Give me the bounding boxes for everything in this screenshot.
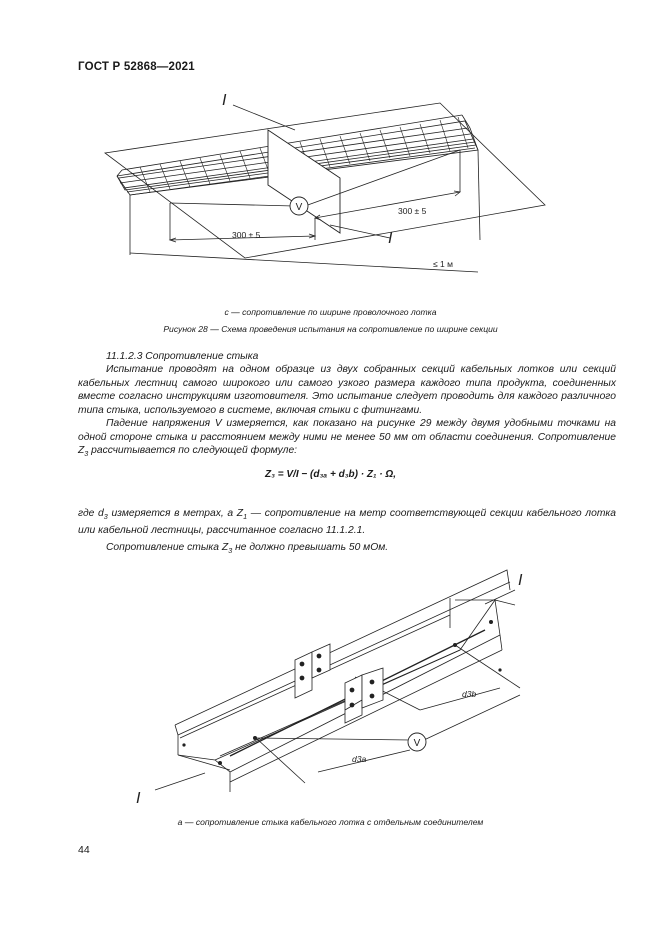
label-i-right: I xyxy=(518,572,523,589)
caption-c: с — сопротивление по ширине проволочного лотка xyxy=(224,307,437,317)
figure-wire-tray xyxy=(0,0,661,300)
figure-28-caption: Рисунок 28 — Схема проведения испытания на сопротивление по ширине секции xyxy=(163,324,498,334)
paragraph-where: где $d_3$ измеряется в метрах, а $Z_1$ — сопротивление на метр соответствующей секции кабельного лотка или кабельной лестницы, рассчитанное согласно 11.1.2.1. xyxy=(78,508,616,536)
joint-connector-far xyxy=(295,644,330,698)
dim-left: 300 ± 5 xyxy=(232,230,261,240)
paragraph-test-procedure: Испытание проводят на одном образце из двух собранных секций кабельных лотков или секций кабельных лестниц самого широкого или самого узкого размера каждого типа продукта, соединенных вместе согласно инструкциям изготовителя. Это испытание следует проводить для каждого различного типа стыка, используемого в системе, включая стыки с фитингами. xyxy=(78,364,616,416)
dim-d3b: d3b xyxy=(462,689,477,699)
caption-a: а — сопротивление стыка кабельного лотка с отдельным соединителем xyxy=(177,817,484,827)
dim-length: ≤ 1 м xyxy=(433,259,453,269)
label-i-mid: I xyxy=(388,230,393,247)
document-code: ГОСТ Р 52868—2021 xyxy=(78,61,195,73)
paragraph-limit: Сопротивление стыка $Z_3$ не должно превышать 50 мОм. xyxy=(106,542,389,556)
voltmeter-bottom-label: V xyxy=(413,738,421,749)
label-i-left: I xyxy=(136,790,141,807)
page-number: 44 xyxy=(78,844,90,856)
dim-right: 300 ± 5 xyxy=(398,206,427,216)
section-heading: 11.1.2.3 Сопротивление стыка xyxy=(106,351,259,362)
voltmeter-top-label: V xyxy=(295,202,303,213)
resistance-formula: Z₃ = V/I − (d₃ₐ + d₃b) · Z₁ · Ω, xyxy=(264,469,396,480)
dim-d3a: d3a xyxy=(352,754,367,764)
joint-connector-near xyxy=(345,668,383,723)
label-i-top: I xyxy=(222,92,227,109)
figure-cable-tray-joint xyxy=(0,560,661,810)
paragraph-voltage-drop: Падение напряжения V измеряется, как показано на рисунке 29 между двумя удобными точками на одной стороне стыка и расстоянием между ними не менее 50 мм от области соединения. Сопротивление $Z_3$ рассчитывается по следующей формуле: xyxy=(78,418,616,459)
